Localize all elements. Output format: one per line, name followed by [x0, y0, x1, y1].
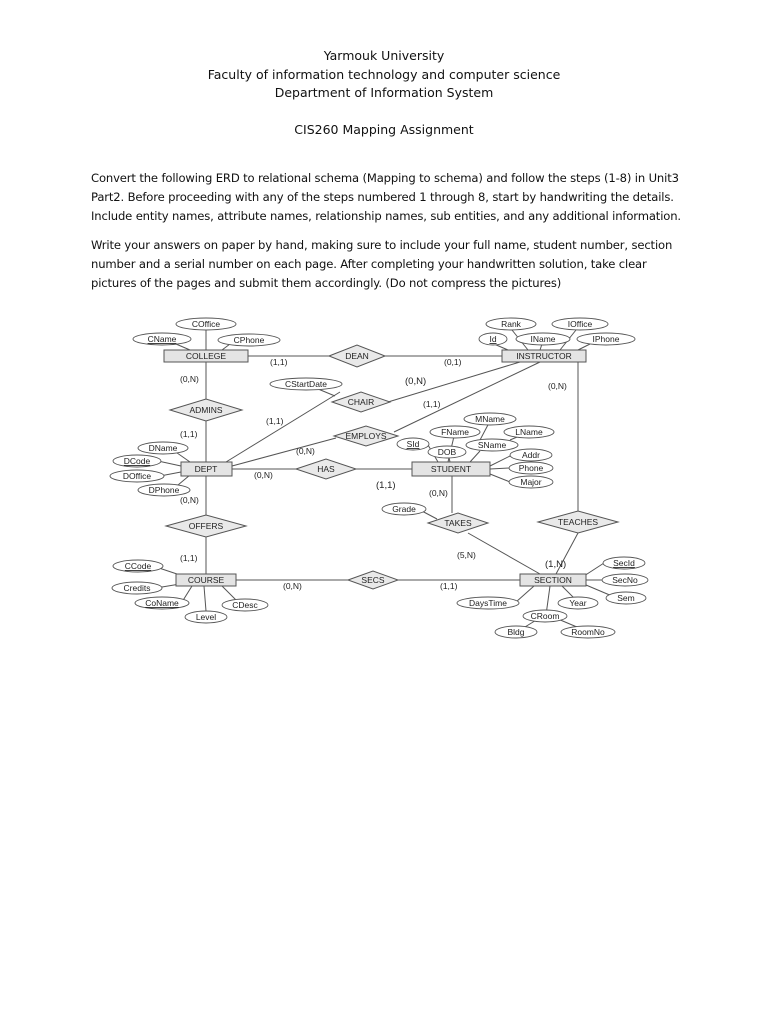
attribute-rank [486, 318, 536, 330]
attribute-dcode [113, 455, 161, 467]
attribute-dname [138, 442, 188, 454]
entity-student [412, 462, 490, 476]
relationship-label: EMPLOYS [345, 431, 387, 441]
relationship-label: CHAIR [347, 397, 375, 407]
cardinality-label: (0,N) [296, 446, 315, 456]
cardinality-label: (1,1) [440, 581, 458, 591]
attribute-lname [504, 426, 554, 438]
attribute-bldg [495, 626, 537, 638]
svg-text:Year: Year [569, 598, 587, 608]
entity-dept [181, 462, 232, 476]
attribute-secid [603, 557, 645, 569]
relationship-offers [166, 515, 246, 537]
svg-text:Id: Id [489, 334, 497, 344]
relationship-dean [329, 345, 385, 367]
relationship-secs [348, 571, 398, 589]
cardinality-label: (0,N) [548, 381, 567, 391]
assignment-title: CIS260 Mapping Assignment [294, 122, 474, 137]
relationship-employs [334, 426, 398, 446]
entity-section [520, 574, 586, 586]
relationship-label: DEAN [345, 351, 369, 361]
attribute-cstartdate [270, 378, 342, 390]
attribute-croom [523, 610, 567, 622]
relationship-label: HAS [317, 464, 335, 474]
cardinality-label: (0,1) [444, 357, 462, 367]
svg-text:Sem: Sem [617, 593, 635, 603]
attribute-year [558, 597, 598, 609]
attribute-coffice [176, 318, 236, 330]
svg-text:Bldg: Bldg [507, 627, 525, 637]
svg-text:SName: SName [477, 440, 507, 450]
svg-text:IName: IName [530, 334, 556, 344]
attribute-cphone [218, 334, 280, 346]
paragraph-line: Part2. Before proceeding with any of the steps numbered 1 through 8, start by handwriting the details. [91, 190, 674, 205]
relationship-admins [170, 399, 242, 421]
svg-text:DName: DName [148, 443, 178, 453]
relationship-takes [428, 513, 488, 533]
attribute-ccode [113, 560, 163, 572]
attribute-doffice [110, 470, 164, 482]
relationship-label: TEACHES [557, 517, 599, 527]
svg-text:Grade: Grade [392, 504, 416, 514]
svg-text:DOffice: DOffice [122, 471, 152, 481]
attribute-credits [112, 582, 162, 594]
entity-label: COLLEGE [185, 351, 227, 361]
attribute-iname [516, 333, 570, 345]
entity-course [176, 574, 236, 586]
paragraph-line: pictures of the pages and submit them accordingly. (Do not compress the pictures) [91, 276, 562, 291]
relationship-chair [332, 392, 390, 412]
cardinality-label: (1,1) [270, 357, 288, 367]
cardinality-label: (0,N) [180, 495, 199, 505]
attribute-secno [602, 574, 648, 586]
relationship-label: TAKES [444, 518, 472, 528]
attribute-sem [606, 592, 646, 604]
svg-text:CName: CName [147, 334, 177, 344]
svg-text:SecId: SecId [613, 558, 635, 568]
cardinality-label: (0,N) [283, 581, 302, 591]
svg-text:CoName: CoName [145, 598, 179, 608]
svg-text:IPhone: IPhone [592, 334, 620, 344]
svg-text:FName: FName [441, 427, 469, 437]
relationship-label: SECS [361, 575, 385, 585]
university-name: Yarmouk University [323, 48, 445, 63]
relationship-has [296, 459, 356, 479]
paragraph-line: number and a serial number on each page. After completing your handwritten solution, take clear [91, 257, 647, 272]
attribute-roomno [561, 626, 615, 638]
relationship-label: OFFERS [188, 521, 224, 531]
entity-label: DEPT [194, 464, 218, 474]
cardinality-label: (1,1) [180, 553, 198, 563]
faculty-name: Faculty of information technology and computer science [207, 66, 561, 82]
department-name: Department of Information System [274, 85, 494, 100]
svg-text:DaysTime: DaysTime [469, 598, 507, 608]
attribute-daystime [457, 597, 519, 609]
entity-label: STUDENT [430, 464, 472, 474]
svg-text:DCode: DCode [123, 456, 151, 466]
paragraph-line: Convert the following ERD to relational schema (Mapping to schema) and follow the steps (1-8) in Unit3 [91, 171, 679, 185]
svg-text:CCode: CCode [124, 561, 152, 571]
svg-text:MName: MName [475, 414, 505, 424]
svg-text:Phone: Phone [518, 463, 544, 473]
attribute-mname [464, 413, 516, 425]
svg-text:SecNo: SecNo [612, 575, 638, 585]
cardinality-label: (1,1) [376, 480, 396, 491]
attribute-coname [135, 597, 189, 609]
svg-text:Addr: Addr [522, 450, 540, 460]
svg-text:DPhone: DPhone [148, 485, 180, 495]
cardinality-label: (0,N) [429, 488, 448, 498]
cardinality-label: (0,N) [405, 376, 427, 387]
entity-instructor [502, 350, 586, 362]
svg-text:IOffice: IOffice [567, 319, 593, 329]
cardinality-label: (1,1) [266, 416, 284, 426]
cardinality-label: (5,N) [457, 550, 476, 560]
svg-text:DOB: DOB [437, 447, 457, 457]
attribute-id [479, 333, 507, 345]
paragraph-line: Write your answers on paper by hand, making sure to include your full name, student number, section [91, 238, 673, 252]
paragraph-line: Include entity names, attribute names, relationship names, sub entities, and any additional information. [91, 209, 681, 224]
cardinality-label: (1,1) [423, 399, 441, 409]
entity-label: SECTION [534, 575, 572, 585]
cardinality-label: (1,1) [180, 429, 198, 439]
svg-text:Major: Major [520, 477, 542, 487]
attribute-grade [382, 503, 426, 515]
attribute-cdesc [222, 599, 268, 611]
relationship-label: ADMINS [189, 405, 223, 415]
attribute-ioffice [552, 318, 608, 330]
attribute-cname [133, 333, 191, 345]
relationship-teaches [538, 511, 618, 533]
attribute-major [509, 476, 553, 488]
svg-text:SId: SId [406, 439, 420, 449]
svg-text:CPhone: CPhone [233, 335, 265, 345]
cardinality-label: (1,N) [545, 559, 567, 570]
svg-text:LName: LName [515, 427, 543, 437]
attribute-fname [430, 426, 480, 438]
svg-text:RoomNo: RoomNo [571, 627, 605, 637]
entity-college [164, 350, 248, 362]
svg-text:Credits: Credits [123, 583, 151, 593]
entity-label: COURSE [187, 575, 225, 585]
attribute-sid [397, 438, 429, 450]
svg-text:Rank: Rank [501, 319, 521, 329]
attribute-iphone [577, 333, 635, 345]
svg-text:COffice: COffice [191, 319, 221, 329]
entity-label: INSTRUCTOR [516, 351, 572, 361]
cardinality-label: (0,N) [180, 374, 199, 384]
svg-text:CStartDate: CStartDate [284, 379, 328, 389]
attribute-addr [510, 449, 552, 461]
attribute-level [185, 611, 227, 623]
svg-text:CDesc: CDesc [232, 600, 258, 610]
attribute-sname [466, 439, 518, 451]
cardinality-label: (0,N) [254, 470, 273, 480]
svg-text:Level: Level [195, 612, 217, 622]
attribute-phone [509, 462, 553, 474]
attribute-dob [428, 446, 466, 458]
svg-text:CRoom: CRoom [530, 611, 560, 621]
